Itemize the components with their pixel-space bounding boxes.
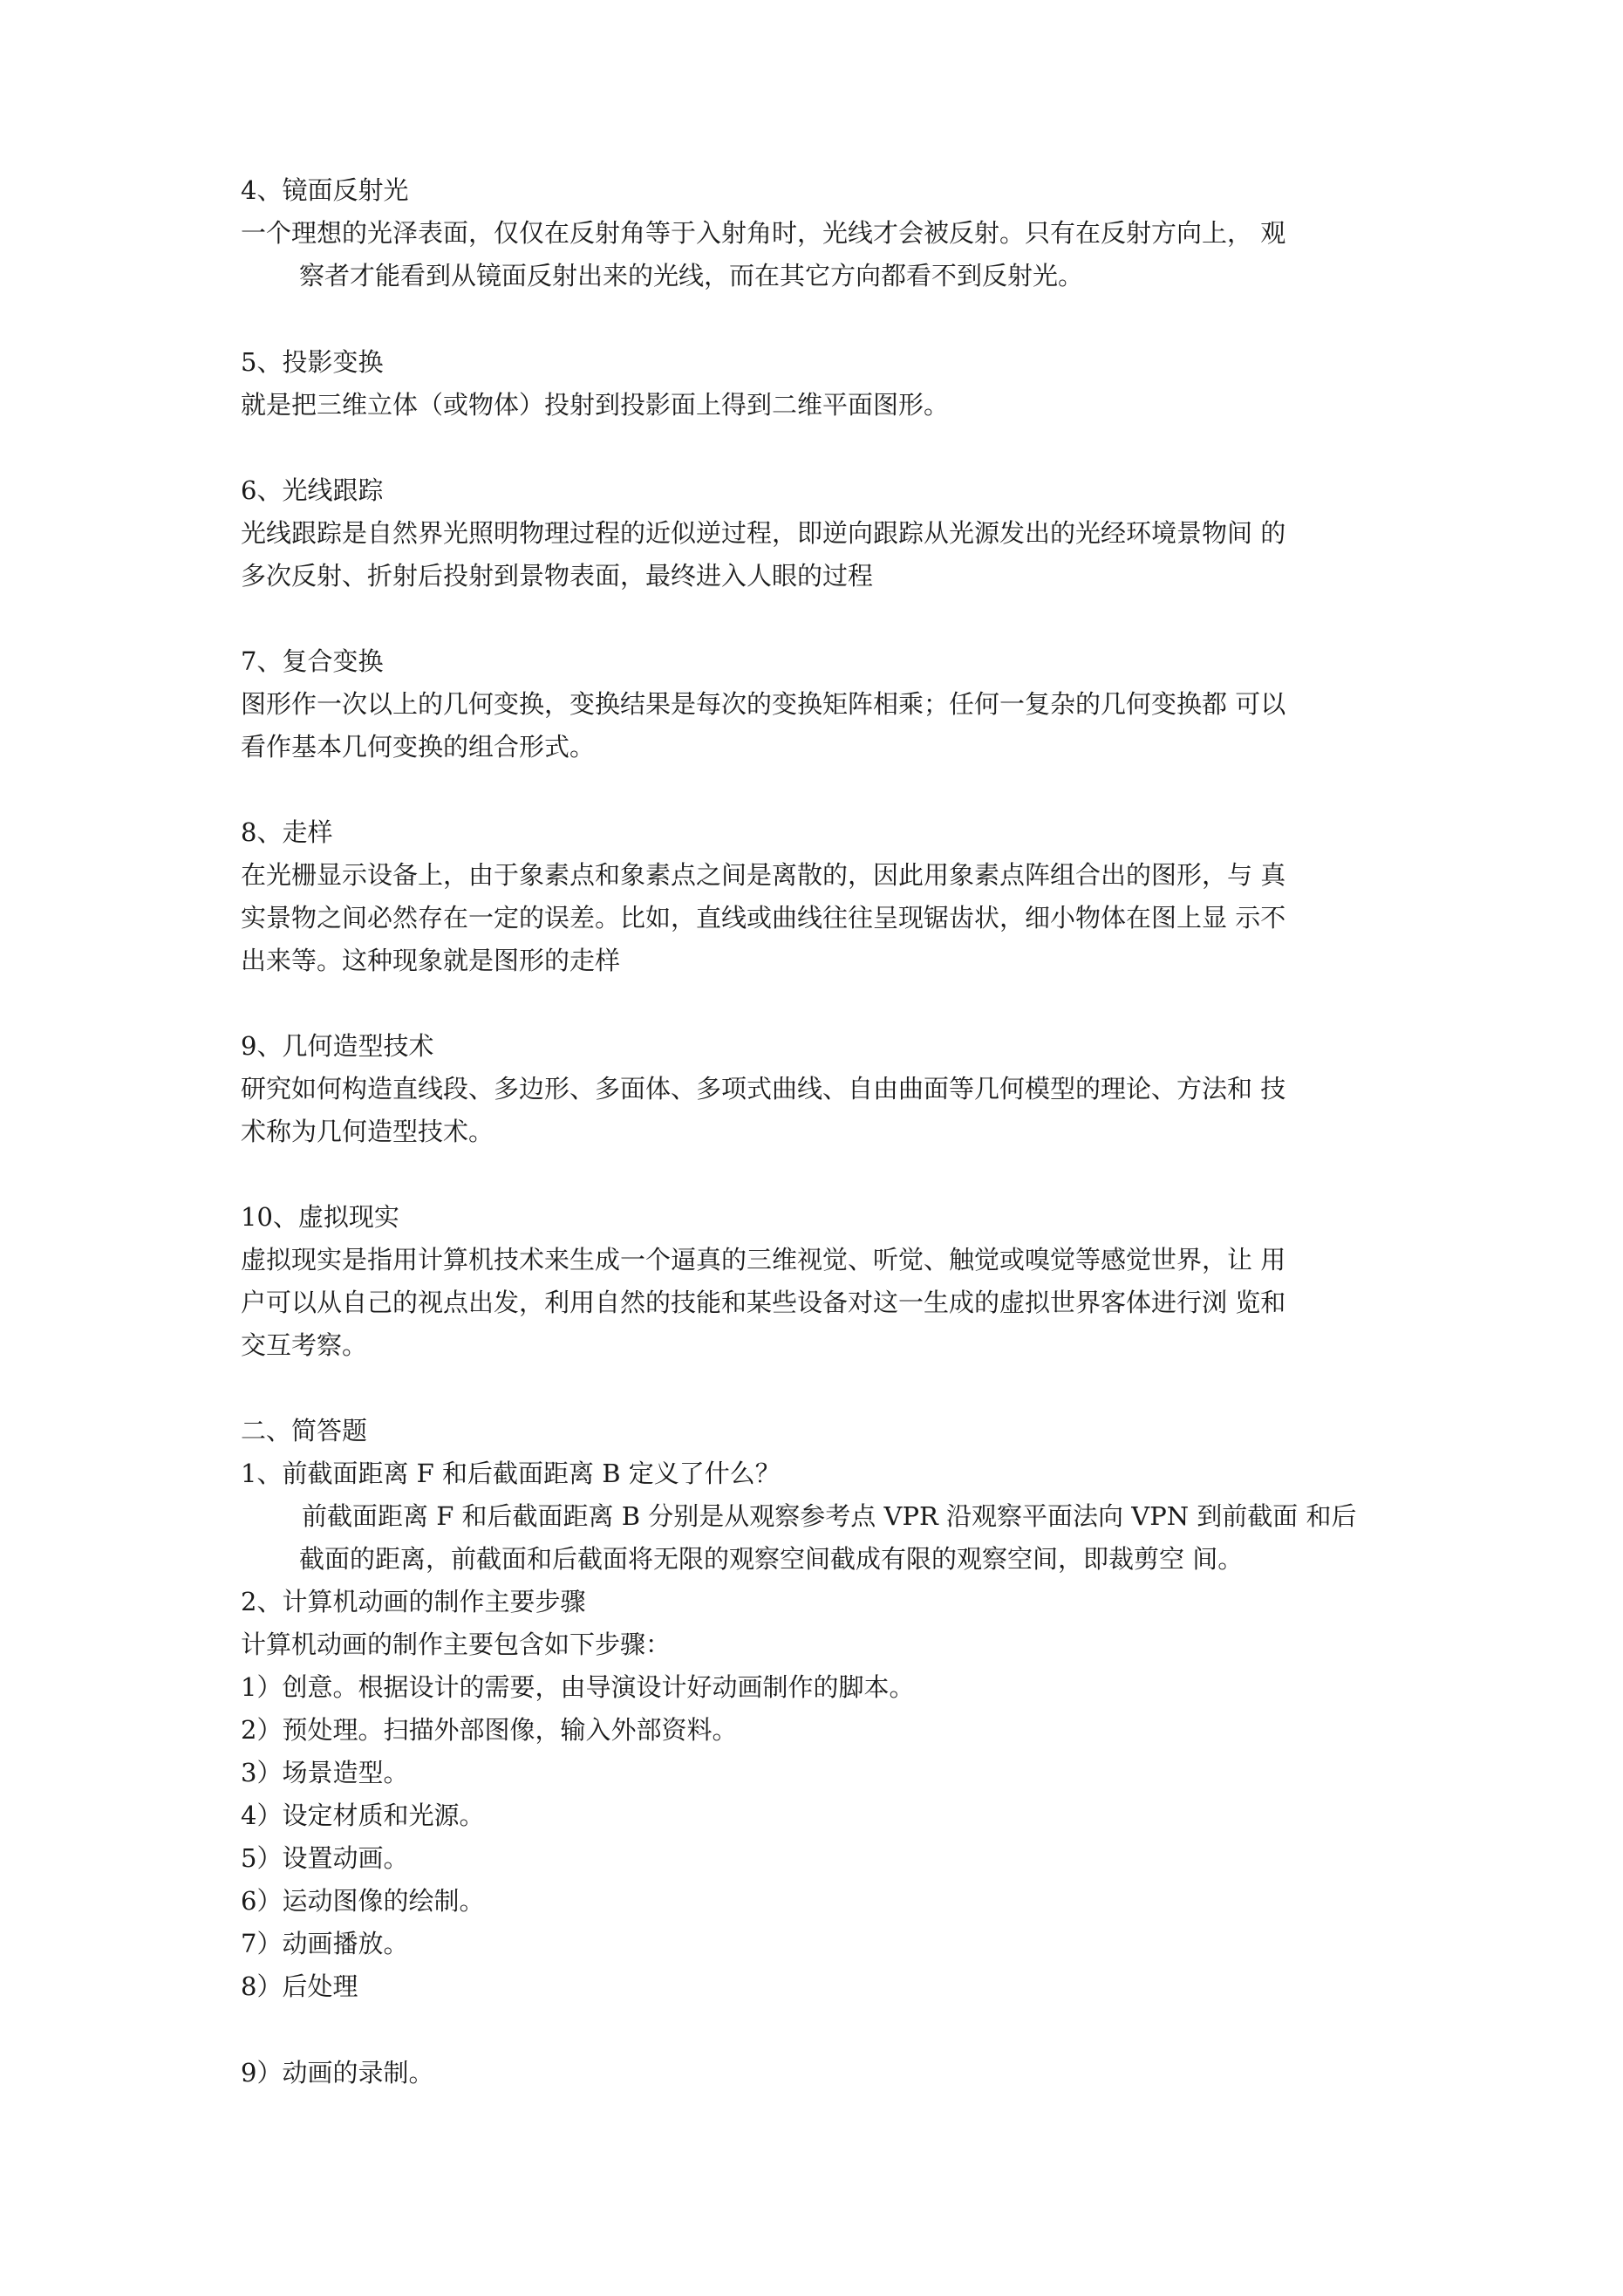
term-line: 研究如何构造直线段、多边形、多面体、多项式曲线、自由曲面等几何模型的理论、方法和 技 xyxy=(241,1074,1286,1104)
term-heading: 4、镜面反射光 xyxy=(241,175,409,205)
answer-intro: 计算机动画的制作主要包含如下步骤： xyxy=(241,1630,672,1659)
step-item: 8）后处理 xyxy=(241,1971,358,2001)
term-heading: 10、虚拟现实 xyxy=(241,1202,399,1232)
term-line: 户可以从自己的视点出发，利用自然的技能和某些设备对这一生成的虚拟世界客体进行浏 览和 xyxy=(241,1288,1286,1317)
answer-line: 前截面距离 F 和后截面距离 B 分别是从观察参考点 VPR 沿观察平面法向 VPN 到前截面 和后 xyxy=(302,1501,1357,1531)
section-title: 二、简答题 xyxy=(241,1416,368,1445)
term-line: 光线跟踪是自然界光照明物理过程的近似逆过程，即逆向跟踪从光源发出的光经环境景物间 的 xyxy=(241,518,1286,548)
step-item: 1）创意。根据设计的需要，由导演设计好动画制作的脚本。 xyxy=(241,1672,915,1702)
answer-line: 截面的距离，前截面和后截面将无限的观察空间截成有限的观察空间，即裁剪空 间。 xyxy=(299,1544,1244,1574)
term-line: 就是把三维立体（或物体）投射到投影面上得到二维平面图形。 xyxy=(241,390,950,420)
term-line: 实景物之间必然存在一定的误差。比如，直线或曲线往往呈现锯齿状，细小物体在图上显 示不 xyxy=(241,903,1286,933)
question-title: 1、前截面距离 F 和后截面距离 B 定义了什么？ xyxy=(241,1459,781,1488)
term-line: 在光栅显示设备上，由于象素点和象素点之间是离散的，因此用象素点阵组合出的图形，与 真 xyxy=(241,860,1286,890)
term-heading: 8、走样 xyxy=(241,817,333,847)
term-heading: 7、复合变换 xyxy=(241,646,384,676)
step-item: 6）运动图像的绘制。 xyxy=(241,1886,485,1916)
step-item: 2）预处理。扫描外部图像，输入外部资料。 xyxy=(241,1715,738,1745)
step-item: 5）设置动画。 xyxy=(241,1843,409,1873)
step-item: 3）场景造型。 xyxy=(241,1758,409,1787)
term-line: 看作基本几何变换的组合形式。 xyxy=(241,732,596,762)
term-line: 一个理想的光泽表面，仅仅在反射角等于入射角时，光线才会被反射。只有在反射方向上， 观 xyxy=(241,218,1286,248)
term-line: 虚拟现实是指用计算机技术来生成一个逼真的三维视觉、听觉、触觉或嗅觉等感觉世界，让 用 xyxy=(241,1245,1286,1274)
step-item: 4）设定材质和光源。 xyxy=(241,1801,485,1830)
term-line: 察者才能看到从镜面反射出来的光线，而在其它方向都看不到反射光。 xyxy=(299,261,1084,290)
term-heading: 5、投影变换 xyxy=(241,347,384,377)
term-line: 出来等。这种现象就是图形的走样 xyxy=(241,946,621,975)
term-line: 多次反射、折射后投射到景物表面，最终进入人眼的过程 xyxy=(241,561,874,591)
step-item: 9）动画的录制。 xyxy=(241,2058,434,2088)
question-title: 2、计算机动画的制作主要步骤 xyxy=(241,1587,586,1616)
term-line: 术称为几何造型技术。 xyxy=(241,1117,494,1146)
term-heading: 9、几何造型技术 xyxy=(241,1031,434,1061)
term-heading: 6、光线跟踪 xyxy=(241,475,384,505)
term-line: 图形作一次以上的几何变换，变换结果是每次的变换矩阵相乘；任何一复杂的几何变换都 可以 xyxy=(241,689,1286,719)
term-line: 交互考察。 xyxy=(241,1330,368,1360)
step-item: 7）动画播放。 xyxy=(241,1929,409,1958)
